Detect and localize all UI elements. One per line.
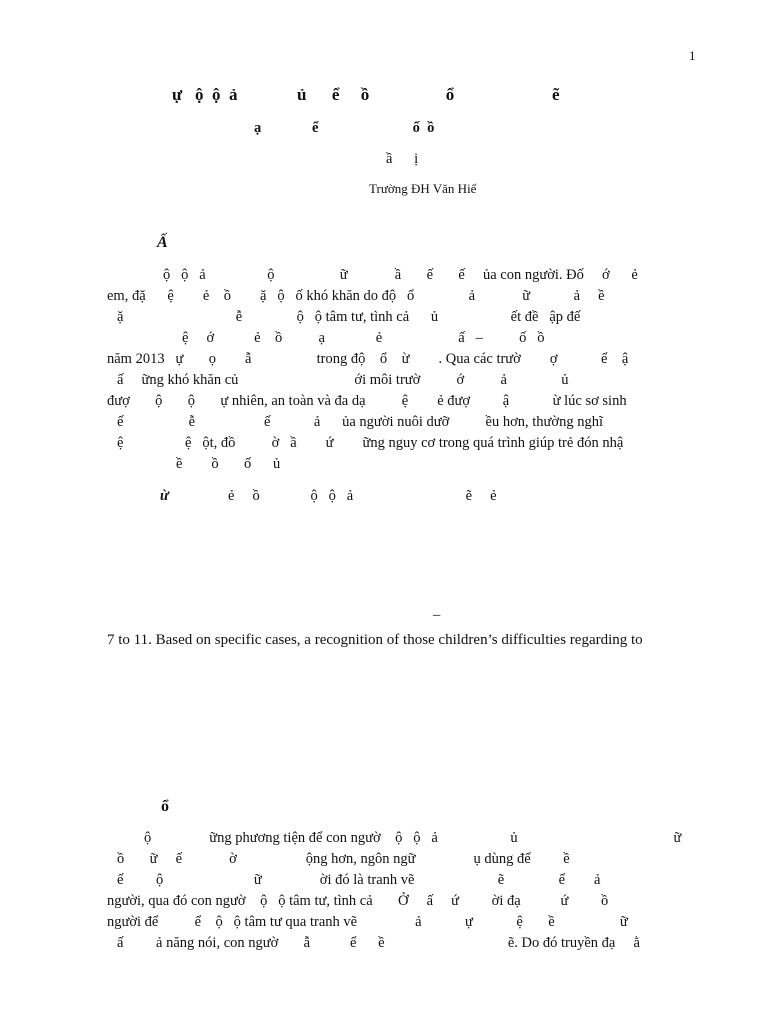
abstract-line: ấ ững khó khăn củ ới môi trườ ớ ả ủ: [117, 372, 569, 388]
keywords-label: ừ: [160, 488, 169, 504]
body-line: ộ ững phương tiện để con ngườ ộ ộ ả ủ ữ: [144, 830, 682, 846]
title-line-1: ự ộ ộ ả ủ ể ồ ổ ẽ: [172, 85, 560, 104]
abstract-en-dash: –: [433, 607, 441, 623]
body-line: người, qua đó con ngườ ộ ộ tâm tư, tình cả Ở ấ ứ ời đạ ứ ồ: [107, 893, 609, 909]
title-line-2: ạ ể ố ồ: [254, 120, 435, 136]
abstract-line: năm 2013 ự ọ ẫ trong độ ổ ừ . Qua các trườ ợ ể ậ: [107, 351, 629, 367]
abstract-line: em, đặ ệ ẻ ồ ặ ộ ố khó khăn do độ ổ ả ữ ả ề: [107, 288, 605, 304]
abstract-line: ệ ớ ẻ ồ ạ ẻ ấ – ố ồ: [182, 330, 545, 346]
author-name: ầ ị: [386, 151, 419, 167]
abstract-line: đượ ộ ộ ự nhiên, an toàn và đa dạ ệ ẻ đượ ậ ừ lúc sơ sinh: [107, 393, 627, 409]
abstract-heading: Ấ: [157, 234, 168, 251]
abstract-en-line: 7 to 11. Based on specific cases, a recognition of those children’s difficulties regarding to: [107, 632, 643, 648]
abstract-line: ế ễ ế ả ủa người nuôi dưỡ ều hơn, thường nghĩ: [117, 414, 603, 430]
abstract-line: ệ ệ ột, đồ ờ ầ ứ ững nguy cơ trong quá trình giúp trẻ đón nhậ: [117, 435, 624, 451]
body-line: ồ ữ ế ờ ộng hơn, ngôn ngữ ụ dùng để ề: [117, 851, 570, 867]
abstract-line: ộ ộ ả ộ ữ ầ ế ế ủa con người. Đố ớ ẻ: [163, 267, 638, 283]
section-heading: ổ: [161, 798, 169, 815]
abstract-line: ặ ễ ộ ộ tâm tư, tình cả ủ ết đề ập đế: [117, 309, 581, 325]
page-number: 1: [689, 48, 696, 63]
body-line: người để ể ộ ộ tâm tư qua tranh vẽ ả ự ệ ề ữ: [107, 914, 628, 930]
author-affiliation: Trường ĐH Văn Hiế: [369, 181, 477, 196]
body-line: ấ ả năng nói, con ngườ ẫ ể ề ẽ. Do đó truyền đạ ằ: [117, 935, 640, 951]
abstract-line: ề ồ ố ủ: [176, 456, 281, 472]
keywords-text: ẻ ồ ộ ộ ả ẽ ẻ: [228, 488, 497, 504]
body-line: ế ộ ữ ời đó là tranh vẽ ẽ ể ả: [117, 872, 601, 888]
